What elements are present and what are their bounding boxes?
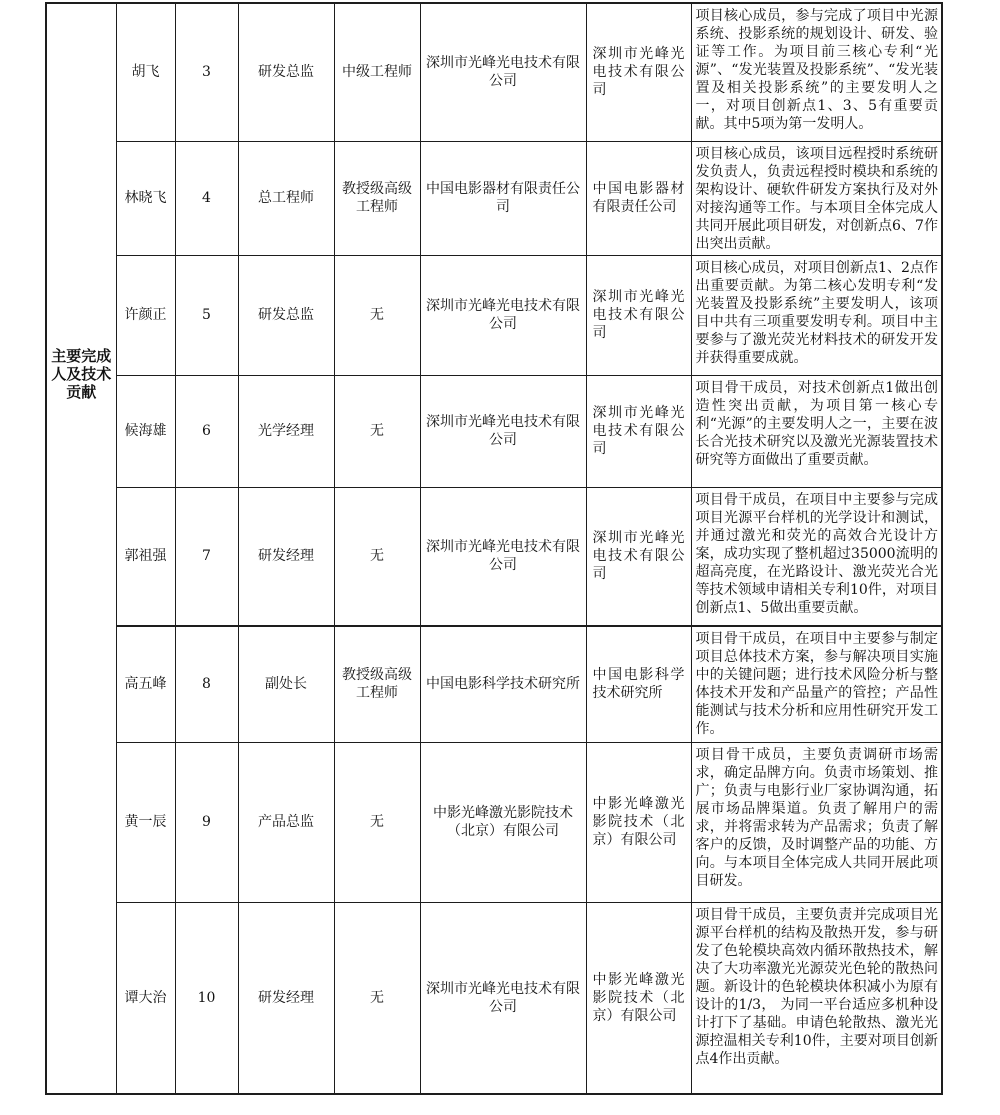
- cell-work-unit: 深圳市光峰光电技术有限公司: [420, 375, 586, 487]
- cell-name: 胡飞: [116, 3, 175, 141]
- cell-work-unit: 深圳市光峰光电技术有限公司: [420, 255, 586, 375]
- cell-work-unit: 深圳市光峰光电技术有限公司: [420, 3, 586, 141]
- cell-name: 林晓飞: [116, 141, 175, 255]
- cell-contribution: 项目骨干成员，主要负责调研市场需求，确定品牌方向。负责市场策划、推广；负责与电影行业厂家协调沟通，拓展市场品牌渠道。负责了解用户的需求，并将需求转为产品需求；负责了解客户的反馈，及时调整产品的功能、方向。与本项目全体完成人共同开展此项目研发。: [691, 742, 942, 902]
- cell-contribution: 项目核心成员，该项目远程授时系统研发负责人，负责远程授时模块和系统的架构设计、硬软件研发方案执行及对外对接沟通等工作。与本项目全体完成人共同开展此项目研发，对创新点6、7作出突出贡献。: [691, 141, 942, 255]
- cell-seq: 10: [175, 902, 238, 1094]
- cell-work-unit: 深圳市光峰光电技术有限公司: [420, 902, 586, 1094]
- cell-completion-unit: 深圳市光峰光电技术有限公司: [586, 3, 691, 141]
- cell-position: 研发经理: [238, 487, 334, 626]
- cell-seq: 4: [175, 141, 238, 255]
- cell-contribution: 项目骨干成员，对技术创新点1做出创造性突出贡献，为项目第一核心专利“光源”的主要发明人之一，主要在波长合光技术研究以及激光光源装置技术研究等方面做出了重要贡献。: [691, 375, 942, 487]
- cell-name: 黄一辰: [116, 742, 175, 902]
- cell-position: 总工程师: [238, 141, 334, 255]
- table-row: [46, 487, 942, 626]
- cell-seq: 6: [175, 375, 238, 487]
- cell-work-unit: 中国电影科学技术研究所: [420, 626, 586, 742]
- section-label: 主要完成人及技术贡献: [51, 347, 112, 401]
- cell-completion-unit: 中国电影器材有限责任公司: [586, 141, 691, 255]
- table-row: [46, 902, 942, 1094]
- cell-position: 研发总监: [238, 255, 334, 375]
- cell-work-unit: 中影光峰激光影院技术（北京）有限公司: [420, 742, 586, 902]
- cell-contribution: 项目骨干成员，在项目中主要参与完成项目光源平台样机的光学设计和测试，并通过激光和荧光的高效合光设计方案，成功实现了整机超过35000流明的超高亮度，在光路设计、激光荧光合光等技术领域申请相关专利10件，对项目创新点1、5做出重要贡献。: [691, 487, 942, 626]
- cell-seq: 9: [175, 742, 238, 902]
- cell-position: 副处长: [238, 626, 334, 742]
- cell-contribution: 项目核心成员，参与完成了项目中光源系统、投影系统的规划设计、研发、验证等工作。为项目前三核心专利“光源”、“发光装置及投影系统”、“发光装置及相关投影系统”的主要发明人之一，对项目创新点1、3、5有重要贡献。其中5项为第一发明人。: [691, 3, 942, 141]
- cell-position: 研发总监: [238, 3, 334, 141]
- cell-work-unit: 中国电影器材有限责任公司: [420, 141, 586, 255]
- cell-seq: 5: [175, 255, 238, 375]
- contributors-table: [45, 2, 943, 1095]
- cell-title: 无: [334, 487, 420, 626]
- cell-completion-unit: 深圳市光峰光电技术有限公司: [586, 487, 691, 626]
- cell-name: 候海雄: [116, 375, 175, 487]
- cell-work-unit: 深圳市光峰光电技术有限公司: [420, 487, 586, 626]
- cell-contribution: 项目核心成员，对项目创新点1、2点作出重要贡献。为第二核心发明专利“发光装置及投影系统”主要发明人，该项目中共有三项重要发明专利。项目中主要参与了激光荧光材料技术的研发开发并获得重要成就。: [691, 255, 942, 375]
- cell-contribution: 项目骨干成员，主要负责并完成项目光源平台样机的结构及散热开发，参与研发了色轮模块高效内循环散热技术，解决了大功率激光光源荧光色轮的散热问题。新设计的色轮模块体积减小为原有设计的1/3， 为同一平台适应多机种设计打下了基础。申请色轮散热、激光光源控温相关专利10件，主要对项目创新点4作出贡献。: [691, 902, 942, 1094]
- section-row-header: [46, 3, 116, 1094]
- cell-position: 光学经理: [238, 375, 334, 487]
- cell-title: 无: [334, 375, 420, 487]
- cell-title: 无: [334, 255, 420, 375]
- table-row: [46, 626, 942, 742]
- table-row: [46, 742, 942, 902]
- cell-title: 中级工程师: [334, 3, 420, 141]
- table-row: [46, 255, 942, 375]
- table-row: [46, 375, 942, 487]
- cell-contribution: 项目骨干成员，在项目中主要参与制定项目总体技术方案，参与解决项目实施中的关键问题；进行技术风险分析与整体技术开发和产品量产的管控；产品性能测试与技术分析和应用性研究开发工作。: [691, 626, 942, 742]
- cell-title: 无: [334, 902, 420, 1094]
- cell-title: 教授级高级工程师: [334, 141, 420, 255]
- table-row: [46, 141, 942, 255]
- cell-position: 产品总监: [238, 742, 334, 902]
- cell-position: 研发经理: [238, 902, 334, 1094]
- cell-seq: 3: [175, 3, 238, 141]
- cell-seq: 8: [175, 626, 238, 742]
- cell-name: 谭大治: [116, 902, 175, 1094]
- cell-completion-unit: 中国电影科学技术研究所: [586, 626, 691, 742]
- cell-completion-unit: 深圳市光峰光电技术有限公司: [586, 375, 691, 487]
- cell-completion-unit: 中影光峰激光影院技术（北京）有限公司: [586, 902, 691, 1094]
- cell-completion-unit: 深圳市光峰光电技术有限公司: [586, 255, 691, 375]
- cell-completion-unit: 中影光峰激光影院技术（北京）有限公司: [586, 742, 691, 902]
- cell-name: 郭祖强: [116, 487, 175, 626]
- cell-title: 无: [334, 742, 420, 902]
- table-row: [46, 3, 942, 141]
- cell-title: 教授级高级工程师: [334, 626, 420, 742]
- cell-name: 高五峰: [116, 626, 175, 742]
- cell-name: 许颜正: [116, 255, 175, 375]
- cell-seq: 7: [175, 487, 238, 626]
